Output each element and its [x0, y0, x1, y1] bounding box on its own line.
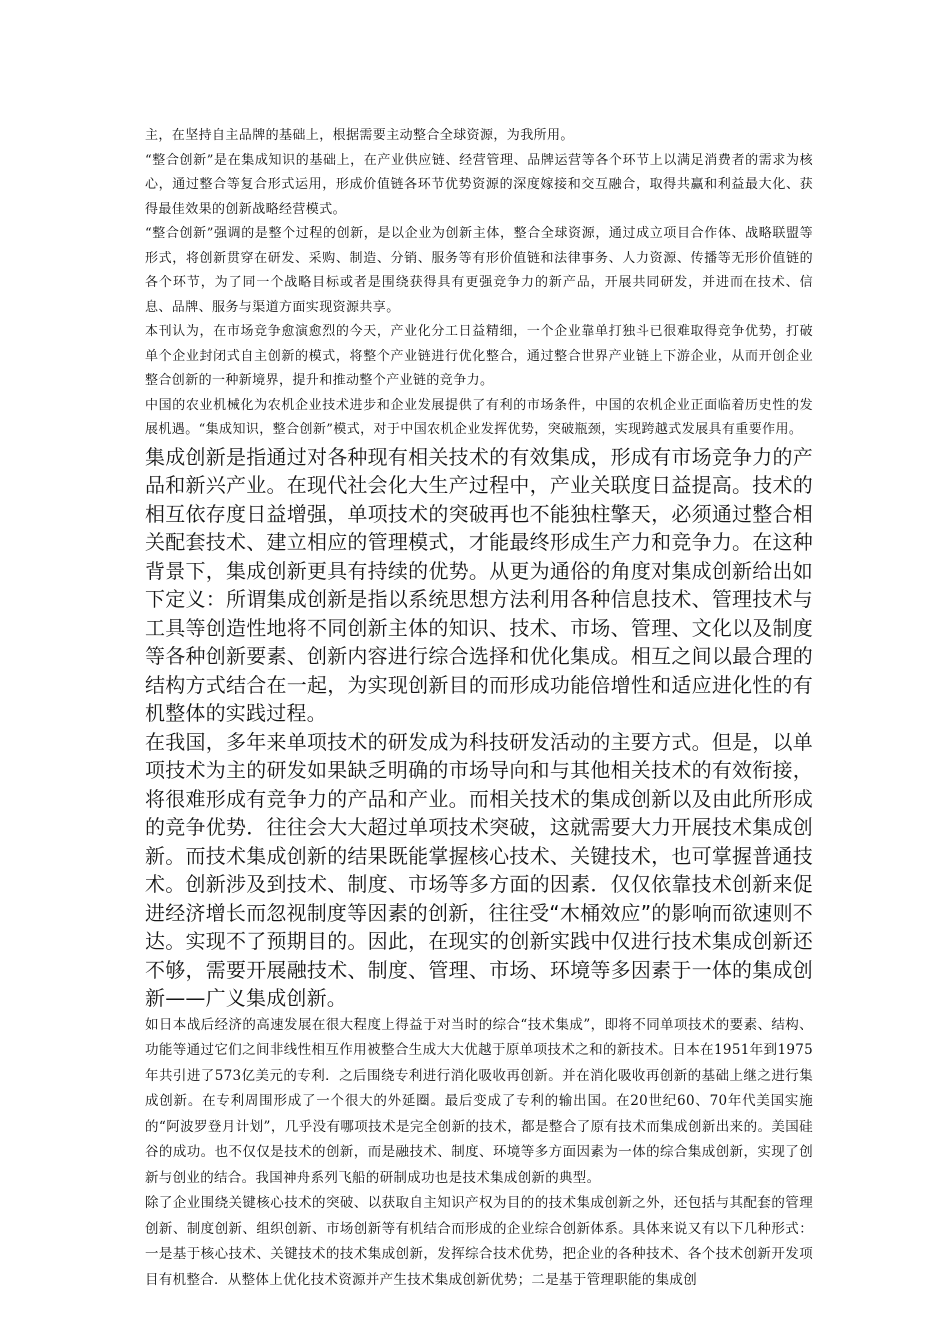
paragraph-intro-tail: 主，在坚持自主品牌的基础上，根据需要主动整合全球资源，为我所用。	[145, 128, 574, 143]
paragraph-china-single-tech: 在我国，多年来单项技术的研发成为科技研发活动的主要方式。但是，以单项技术为主的研发如果缺乏明确的市场导向和与其他相关技术的有效衔接，将很难形成有竞争力的产品和产业。而相关技术的集成创新以及由此所形成的竞争优势．往往会大大超过单项技术突破，这就需要大力开展技术集成创新。而技术集成创新的结果既能掌握核心技术、关键技术，也可掌握普通技术。创新涉及到技术、制度、市场等多方面的因素．仅仅依靠技术创新来促进经济增长而忽视制度等因素的创新，往往受“木桶效应”的影响而欲速则不达。实现不了预期目的。因此，在现实的创新实践中仅进行技术集成创新还不够，需要开展融技术、制度、管理、市场、环境等多因素于一体的集成创新——广义集成创新。	[145, 729, 813, 1010]
paragraph-integration-process: “整合创新”强调的是整个过程的创新，是以企业为创新主体，整合全球资源，通过成立项目合作体、战略联盟等形式，将创新贯穿在研发、采购、制造、分销、服务等有形价值链和法律事务、人力资源、传播等无形价值链的各个环节，为了同一个战略目标或者是围绕获得具有更强竞争力的新产品，开展共同研发，并进而在技术、信息、品牌、服务与渠道方面实现资源共享。	[145, 226, 813, 315]
paragraph-integration-definition: “整合创新”是在集成知识的基础上，在产业供应链、经营管理、品牌运营等各个环节上以满足消费者的需求为核心，通过整合等复合形式运用，形成价值链各环节优势资源的深度嫁接和交互融合，取得共赢和利益最大化、获得最佳效果的创新战略经营模式。	[145, 152, 813, 217]
paragraph-enterprise-forms: 除了企业围绕关键核心技术的突破、以获取自主知识产权为目的的技术集成创新之外，还包括与其配套的管理创新、制度创新、组织创新、市场创新等有机结合而形成的企业综合创新体系。具体来说又有以下几种形式：一是基于核心技术、关键技术的技术集成创新，发挥综合技术优势，把企业的各种技术、各个技术创新开发项目有机整合．从整体上优化技术资源并产生技术集成创新优势；二是基于管理职能的集成创	[145, 1195, 813, 1288]
paragraph-integrated-innovation-definition: 集成创新是指通过对各种现有相关技术的有效集成，形成有市场竞争力的产品和新兴产业。在现代社会化大生产过程中，产业关联度日益提高。技术的相互依存度日益增强，单项技术的突破再也不能独柱擎天，必须通过整合相关配套技术、建立相应的管理模式，才能最终形成生产力和竞争力。在这种背景下，集成创新更具有持续的优势。从更为通俗的角度对集成创新给出如下定义：所谓集成创新是指以系统思想方法利用各种信息技术、管理技术与工具等创造性地将不同创新主体的知识、技术、市场、管理、文化以及制度等各种创新要素、创新内容进行综合选择和优化集成。相互之间以最合理的结构方式结合在一起，为实现创新目的而形成功能倍增性和适应进化性的有机整体的实践过程。	[145, 444, 813, 725]
paragraph-china-agri-machinery: 中国的农业机械化为农机企业技术进步和企业发展提供了有利的市场条件，中国的农机企业正面临着历史性的发展机遇。“集成知识，整合创新”模式，对于中国农机企业发挥优势，突破瓶颈，实现跨越式发展具有重要作用。	[145, 397, 813, 437]
paragraph-japan-example: 如日本战后经济的高速发展在很大程度上得益于对当时的综合“技术集成”，即将不同单项技术的要素、结构、功能等通过它们之间非线性相互作用被整合生成大大优越于原单项技术之和的新技术。日本在1951年到1975年共引进了573亿美元的专利．之后围绕专利进行消化吸收再创新。并在消化吸收再创新的基础上继之进行集成创新。在专利周围形成了一个很大的外延圈。最后变成了专利的输出国。在20世纪60、70年代美国实施的“阿波罗登月计划”，几乎没有哪项技术是完全创新的技术，都是整合了原有技术而集成创新出来的。美国硅谷的成功。也不仅仅是技术的创新，而是融技术、制度、环境等多方面因素为一体的综合集成创新，实现了创新与创业的结合。我国神舟系列飞船的研制成功也是技术集成创新的典型。	[145, 1016, 813, 1186]
paragraph-editorial-view: 本刊认为，在市场竞争愈演愈烈的今天，产业化分工日益精细，一个企业靠单打独斗已很难取得竞争优势，打破单个企业封闭式自主创新的模式，将整个产业链进行优化整合，通过整合世界产业链上下游企业，从而开创企业整合创新的一种新境界，提升和推动整个产业链的竞争力。	[145, 324, 813, 388]
document-body	[145, 124, 813, 1293]
